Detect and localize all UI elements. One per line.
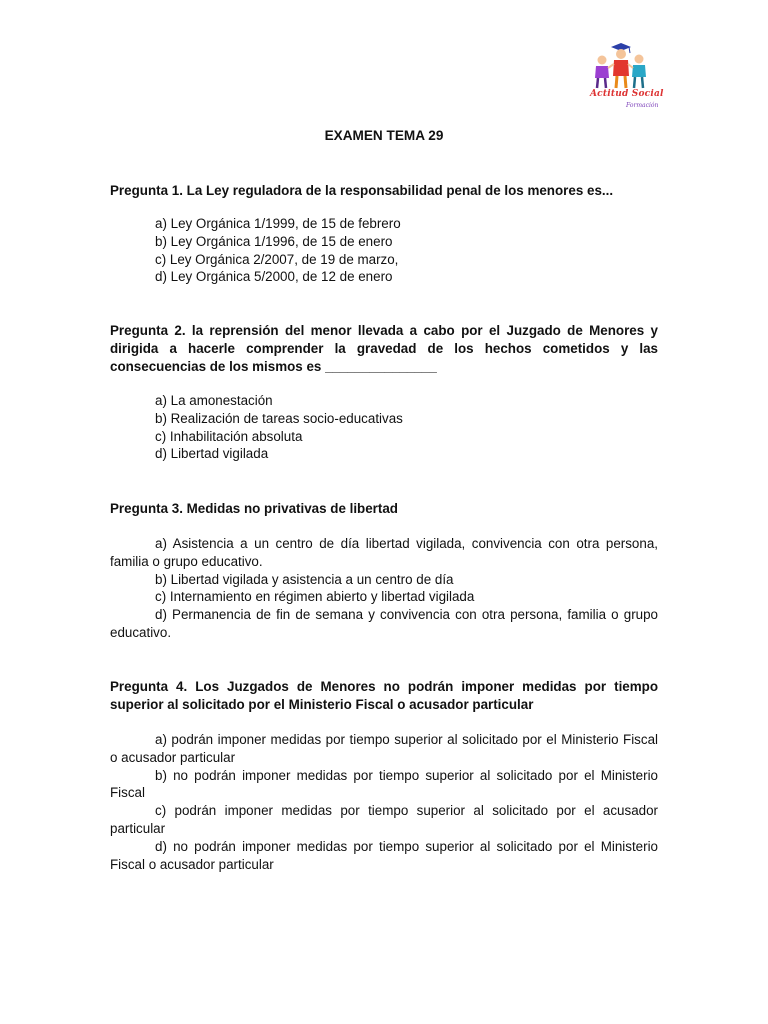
question-4-option-d: d) no podrán imponer medidas por tiempo superior al solicitado por el Ministerio Fiscal o acusador particular xyxy=(110,838,658,872)
logo-subtitle: Formación xyxy=(626,102,659,109)
question-4-text: Pregunta 4. Los Juzgados de Menores no podrán imponer medidas por tiempo superior al solicitado por el Ministerio Fiscal o acusador particular xyxy=(110,679,658,712)
logo-title: Actitud Social xyxy=(590,89,664,99)
question-2-text: Pregunta 2. la reprensión del menor llevada a cabo por el Juzgado de Menores y dirigida a hacerle comprender la gravedad de los hechos cometidos y las consecuencias de los mismos es _______________ xyxy=(110,323,658,374)
question-2-option-b: b) Realización de tareas socio-educativas xyxy=(155,410,403,426)
question-3-option-c: c) Internamiento en régimen abierto y libertad vigilada xyxy=(155,589,475,605)
question-3-options xyxy=(110,535,658,642)
question-1-options xyxy=(155,215,658,286)
question-4-option-b: b) no podrán imponer medidas por tiempo superior al solicitado por el Ministerio Fiscal xyxy=(110,767,658,801)
question-3-text: Pregunta 3. Medidas no privativas de libertad xyxy=(110,501,398,516)
question-1-option-c: c) Ley Orgánica 2/2007, de 19 de marzo, xyxy=(155,251,399,267)
question-4-option-c: c) podrán imponer medidas por tiempo superior al solicitado por el acusador particular xyxy=(110,803,658,836)
question-4-option-a: a) podrán imponer medidas por tiempo superior al solicitado por el Ministerio Fiscal o acusador particular xyxy=(110,732,658,765)
question-2-option-c: c) Inhabilitación absoluta xyxy=(155,428,303,444)
question-2-option-d: d) Libertad vigilada xyxy=(155,446,269,462)
question-3-option-d: d) Permanencia de fin de semana y convivencia con otra persona, familia o grupo educativo. xyxy=(110,607,658,640)
question-3-option-a: a) Asistencia a un centro de día libertad vigilada, convivencia con otra persona, familia o grupo educativo. xyxy=(110,536,658,569)
question-2-option-a: a) La amonestación xyxy=(155,393,273,408)
question-4-options xyxy=(110,731,658,873)
question-1-option-b: b) Ley Orgánica 1/1996, de 15 de enero xyxy=(155,233,393,249)
question-1-option-d: d) Ley Orgánica 5/2000, de 12 de enero xyxy=(155,269,393,285)
question-2-options xyxy=(155,392,658,463)
question-3-option-b: b) Libertad vigilada y asistencia a un centro de día xyxy=(155,571,454,587)
page-title: EXAMEN TEMA 29 xyxy=(324,128,444,143)
question-1-option-a: a) Ley Orgánica 1/1999, de 15 de febrero xyxy=(155,216,401,231)
question-1-text: Pregunta 1. La Ley reguladora de la responsabilidad penal de los menores es... xyxy=(110,183,614,198)
